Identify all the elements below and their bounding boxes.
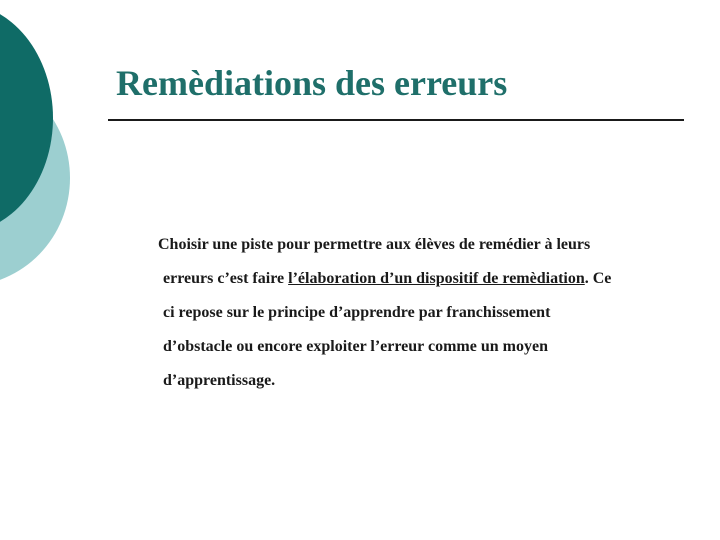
decorative-circles: [0, 0, 90, 300]
underlined-phrase: l’élaboration d’un dispositif de remèdiation: [288, 270, 585, 287]
title-divider: [108, 119, 684, 121]
body-line-5: d’apprentissage.: [163, 372, 276, 389]
body-line-4: d’obstacle ou encore exploiter l’erreur comme un moyen: [163, 338, 548, 355]
body-line-3: ci repose sur le principe d’apprendre par franchissement: [163, 304, 551, 321]
body-line-2-start: erreurs c’est faire: [163, 270, 289, 287]
body-line-2: [158, 266, 698, 300]
body-line-1: Choisir une piste pour permettre aux élèves de remédier à leurs: [158, 236, 591, 253]
body-line-2-end: . Ce: [584, 270, 612, 287]
slide-title: Remèdiations des erreurs: [116, 63, 508, 103]
slide-body: [158, 232, 698, 402]
